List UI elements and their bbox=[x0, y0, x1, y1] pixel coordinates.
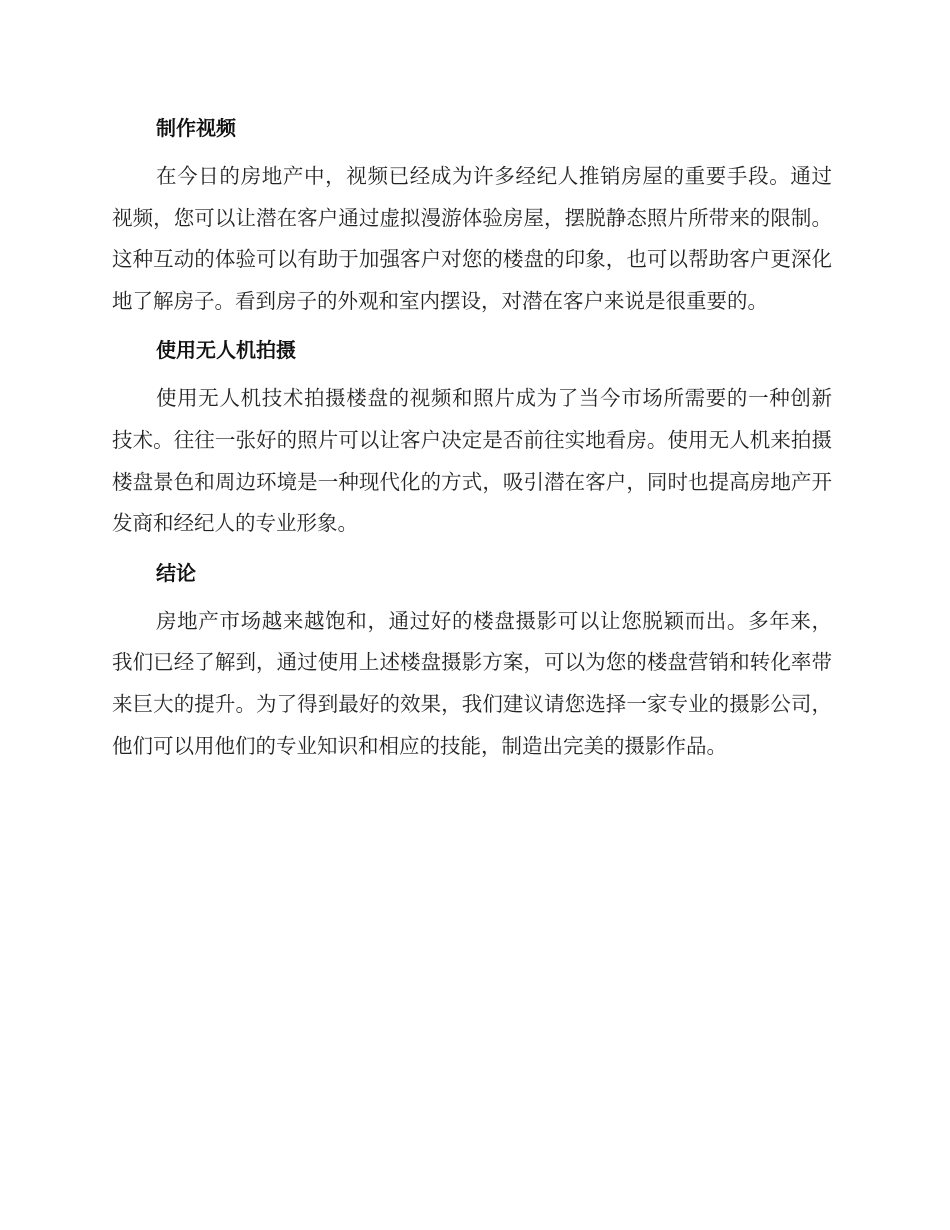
section-heading-conclusion: 结论 bbox=[156, 560, 196, 585]
section-paragraph-conclusion: 房地产市场越来越饱和，通过好的楼盘摄影可以让您脱颖而出。多年来，我们已经了解到，通过使用上述楼盘摄影方案，可以为您的楼盘营销和转化率带来巨大的提升。为了得到最好的效果，我们建议请您选择一家专业的摄影公司，他们可以用他们的专业知识和相应的技能，制造出完美的摄影作品。 bbox=[112, 608, 832, 758]
section-heading-video: 制作视频 bbox=[156, 116, 236, 140]
section-heading-drone: 使用无人机拍摄 bbox=[156, 338, 296, 363]
section-paragraph-drone: 使用无人机技术拍摄楼盘的视频和照片成为了当今市场所需要的一种创新技术。往往一张好的照片可以让客户决定是否前往实地看房。使用无人机来拍摄楼盘景色和周边环境是一种现代化的方式，吸引潜在客户，同时也提高房地产开发商和经纪人的专业形象。 bbox=[112, 386, 832, 536]
section-paragraph-video: 在今日的房地产中，视频已经成为许多经纪人推销房屋的重要手段。通过视频，您可以让潜在客户通过虚拟漫游体验房屋，摆脱静态照片所带来的限制。这种互动的体验可以有助于加强客户对您的楼盘的印象，也可以帮助客户更深化地了解房子。看到房子的外观和室内摆设，对潜在客户来说是很重要的。 bbox=[112, 164, 832, 313]
document-content bbox=[112, 108, 832, 775]
